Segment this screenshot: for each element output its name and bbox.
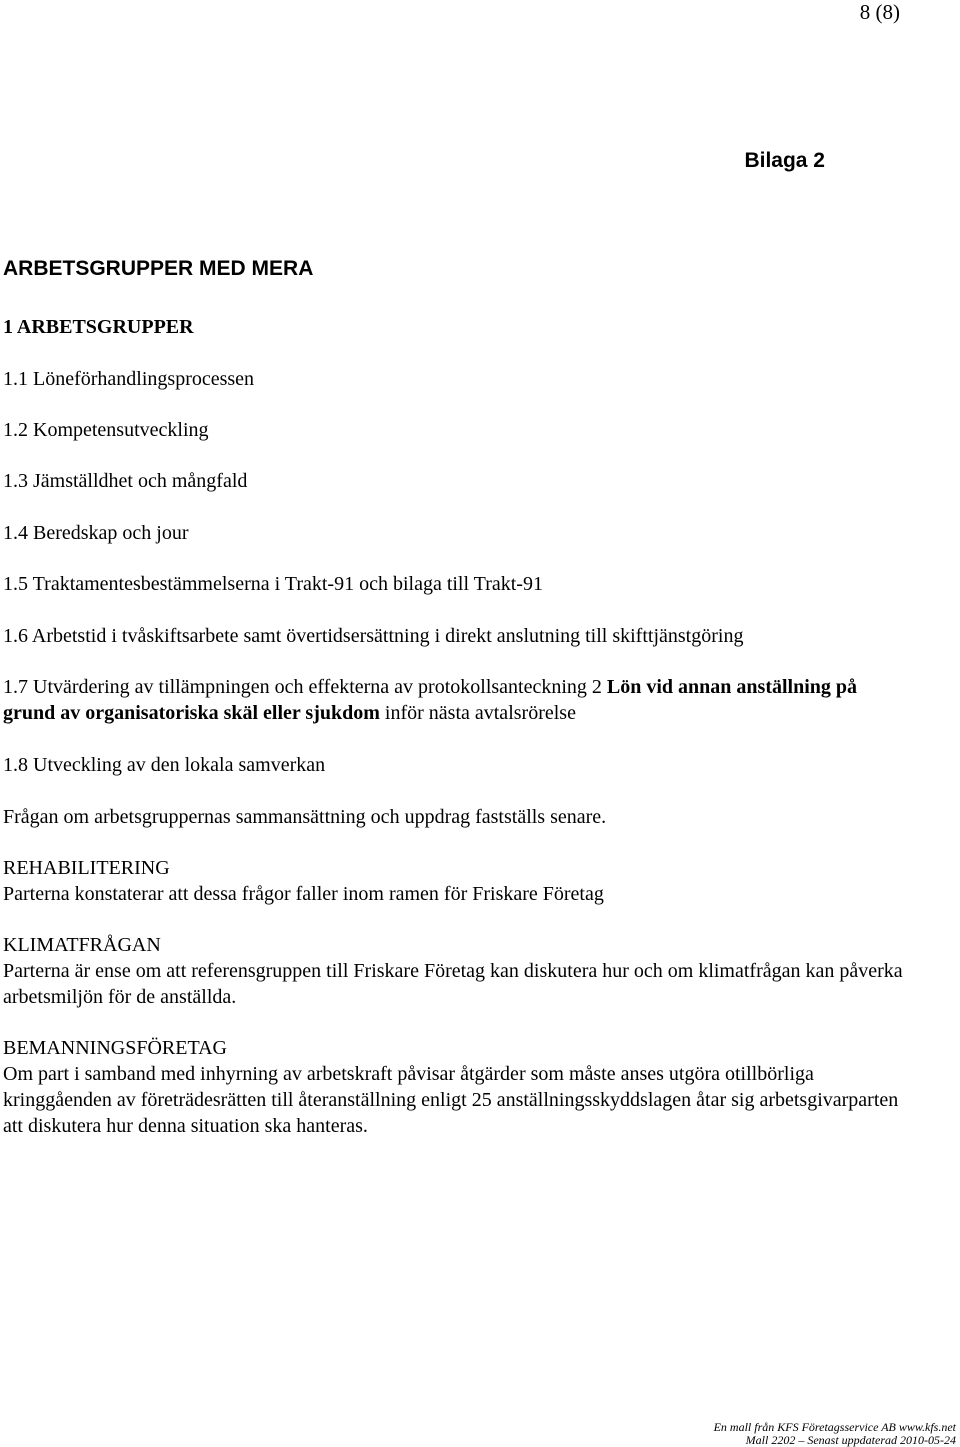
list-item-1-7 [3,674,913,726]
rehabilitering-text: Parterna konstaterar att dessa frågor faller inom ramen för Friskare Företag [3,883,604,905]
list-item: 1.4 Beredskap och jour [3,522,189,544]
bemanningsforetag-text: Om part i samband med inhyrning av arbetskraft påvisar åtgärder som måste anses utgöra otillbörliga kringgåenden av företrädesrätten till återanställning enligt 25 anställningsskyddslagen åtar sig arbetsgivarparten att diskutera hur denna situation ska hanteras. [3,1063,899,1137]
footer-line-1: En mall från KFS Företagsservice AB www.kfs.net [713,1420,956,1434]
document-title: ARBETSGRUPPER MED MERA [3,257,314,280]
list-item: 1.6 Arbetstid i tvåskiftsarbete samt övertidsersättning i direkt anslutning till skifttjänstgöring [3,625,744,647]
section-heading-bemanningsforetag: BEMANNINGSFÖRETAG [3,1037,227,1059]
list-item: 1.3 Jämställdhet och mångfald [3,470,248,492]
list-item-1-7-post: inför nästa avtalsrörelse [379,702,576,724]
klimatfragan-text: Parterna är ense om att referensgruppen till Friskare Företag kan diskutera hur och om klimatfrågan kan påverka arbetsmiljön för de anställda. [3,960,903,1008]
list-item: 1.2 Kompetensutveckling [3,419,209,441]
list-item: 1.8 Utveckling av den lokala samverkan [3,754,326,776]
list-item: 1.5 Traktamentesbestämmelserna i Trakt-91 och bilaga till Trakt-91 [3,573,543,595]
appendix-title: Bilaga 2 [744,149,825,172]
list-item: 1.1 Löneförhandlingsprocessen [3,368,255,390]
footer-line-2: Mall 2202 – Senast uppdaterad 2010-05-24 [745,1433,956,1447]
section-heading-klimatfragan: KLIMATFRÅGAN [3,934,161,956]
section-note: Frågan om arbetsgruppernas sammansättning och uppdrag fastställs senare. [3,806,607,828]
list-item-1-7-bold: Lön vid annan anställning på grund av organisatoriska skäl eller sjukdom [3,676,858,724]
section-heading-rehabilitering: REHABILITERING [3,857,170,879]
page-number: 8 (8) [859,0,900,24]
list-item-1-7-pre: 1.7 Utvärdering av tillämpningen och effekterna av protokollsanteckning 2 [3,676,607,698]
section-heading-arbetsgrupper: 1 ARBETSGRUPPER [3,316,194,338]
